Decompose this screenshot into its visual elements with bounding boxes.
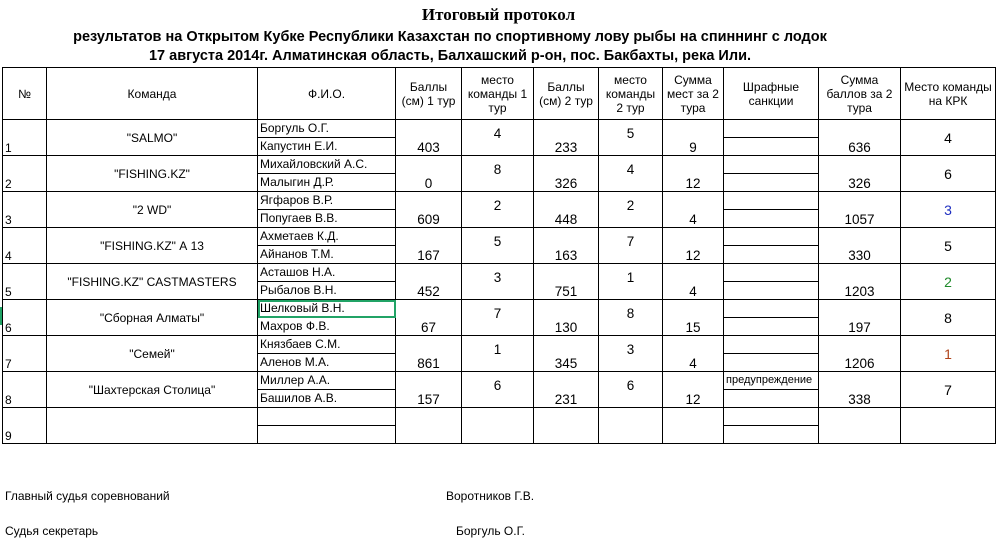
cell-place-1[interactable]: 7 xyxy=(462,300,534,336)
cell-member-1[interactable]: Миллер А.А. xyxy=(258,372,396,390)
cell-member-1[interactable] xyxy=(258,408,396,426)
cell-sum-places[interactable]: 15 xyxy=(663,300,724,336)
cell-place-2[interactable]: 5 xyxy=(599,120,663,156)
cell-penalty-1[interactable] xyxy=(724,156,819,174)
header-sum-places: Сумма мест за 2 тура xyxy=(663,68,724,120)
cell-num[interactable]: 4 xyxy=(3,228,47,264)
cell-score-2[interactable]: 448 xyxy=(534,192,599,228)
cell-penalty-1[interactable] xyxy=(724,300,819,318)
cell-num[interactable]: 5 xyxy=(3,264,47,300)
cell-place-1[interactable]: 1 xyxy=(462,336,534,372)
subtitle-line-2: 17 августа 2014г. Алматинская область, Балхашский р-он, пос. Бакбахты, река Или. xyxy=(148,48,752,64)
cell-num[interactable]: 3 xyxy=(3,192,47,228)
cell-score-1[interactable]: 861 xyxy=(396,336,462,372)
cell-score-2[interactable]: 231 xyxy=(534,372,599,408)
cell-member-2[interactable]: Айнанов Т.М. xyxy=(258,246,396,264)
cell-place-2[interactable]: 2 xyxy=(599,192,663,228)
cell-sum-places[interactable]: 4 xyxy=(663,336,724,372)
cell-score-1[interactable]: 452 xyxy=(396,264,462,300)
cell-penalty-1[interactable]: предупреждение xyxy=(724,372,819,390)
chief-judge-label: Главный судья соревнований xyxy=(5,489,170,503)
cell-sum-scores[interactable]: 1203 xyxy=(819,264,901,300)
secretary-name: Боргуль О.Г. xyxy=(456,524,525,538)
cell-num[interactable]: 7 xyxy=(3,336,47,372)
cell-num[interactable]: 6 xyxy=(3,300,47,336)
cell-final-place[interactable]: 8 xyxy=(901,300,996,336)
cell-score-2[interactable] xyxy=(534,408,599,444)
table-row xyxy=(3,264,996,282)
header-place-2: место команды 2 тур xyxy=(599,68,663,120)
cell-penalty-1[interactable] xyxy=(724,336,819,354)
cell-team[interactable]: "Сборная Алматы" xyxy=(47,300,258,336)
cell-score-2[interactable]: 233 xyxy=(534,120,599,156)
table-row xyxy=(3,300,996,318)
subtitle-line-1: результатов на Открытом Кубке Республики Казахстан по спортивному лову рыбы на спиннинг с лодок xyxy=(73,29,827,45)
cell-team[interactable]: "FISHING.KZ" xyxy=(47,156,258,192)
cell-member-2[interactable]: Попугаев В.В. xyxy=(258,210,396,228)
cell-sum-places[interactable]: 4 xyxy=(663,264,724,300)
cell-final-place[interactable]: 4 xyxy=(901,120,996,156)
cell-member-2[interactable] xyxy=(258,426,396,444)
cell-final-place[interactable]: 5 xyxy=(901,228,996,264)
document-title: Итоговый протокол xyxy=(421,5,576,24)
cell-member-1[interactable]: Ягфаров В.Р. xyxy=(258,192,396,210)
cell-sum-places[interactable]: 12 xyxy=(663,372,724,408)
table-row xyxy=(3,336,996,354)
cell-place-2[interactable]: 6 xyxy=(599,372,663,408)
cell-penalty-1[interactable] xyxy=(724,120,819,138)
cell-place-2[interactable]: 4 xyxy=(599,156,663,192)
cell-sum-scores[interactable]: 1057 xyxy=(819,192,901,228)
cell-num[interactable]: 8 xyxy=(3,372,47,408)
cell-sum-places[interactable]: 9 xyxy=(663,120,724,156)
cell-sum-scores[interactable]: 636 xyxy=(819,120,901,156)
cell-member-1[interactable]: Шелковый В.Н. xyxy=(258,300,396,318)
header-fio: Ф.И.О. xyxy=(258,68,396,120)
cell-member-2[interactable]: Махров Ф.В. xyxy=(258,318,396,336)
cell-final-place[interactable]: 6 xyxy=(901,156,996,192)
cell-score-1[interactable]: 167 xyxy=(396,228,462,264)
cell-sum-scores[interactable] xyxy=(819,408,901,444)
cell-team[interactable]: "2 WD" xyxy=(47,192,258,228)
cell-num[interactable]: 2 xyxy=(3,156,47,192)
cell-team[interactable]: "FISHING.KZ" CASTMASTERS xyxy=(47,264,258,300)
cell-place-1[interactable]: 6 xyxy=(462,372,534,408)
cell-penalty-2[interactable] xyxy=(724,138,819,156)
table-row xyxy=(3,408,996,426)
cell-member-1[interactable]: Асташов Н.А. xyxy=(258,264,396,282)
table-row xyxy=(3,192,996,210)
cell-penalty-2[interactable] xyxy=(724,390,819,408)
cell-sum-places[interactable]: 12 xyxy=(663,228,724,264)
cell-final-place[interactable]: 2 xyxy=(901,264,996,300)
cell-score-2[interactable]: 163 xyxy=(534,228,599,264)
cell-place-1[interactable]: 3 xyxy=(462,264,534,300)
cell-score-1[interactable]: 609 xyxy=(396,192,462,228)
cell-score-2[interactable]: 326 xyxy=(534,156,599,192)
cell-penalty-2[interactable] xyxy=(724,426,819,444)
cell-sum-scores[interactable]: 197 xyxy=(819,300,901,336)
cell-place-1[interactable]: 4 xyxy=(462,120,534,156)
cell-final-place[interactable]: 7 xyxy=(901,372,996,408)
cell-final-place[interactable]: 1 xyxy=(901,336,996,372)
cell-score-1[interactable]: 403 xyxy=(396,120,462,156)
cell-num[interactable]: 1 xyxy=(3,120,47,156)
cell-sum-places[interactable]: 4 xyxy=(663,192,724,228)
cell-penalty-2[interactable] xyxy=(724,354,819,372)
header-sum-scores: Сумма баллов за 2 тура xyxy=(819,68,901,120)
cell-penalty-2[interactable] xyxy=(724,246,819,264)
cell-place-2[interactable] xyxy=(599,408,663,444)
header-row xyxy=(3,68,996,120)
header-team: Команда xyxy=(47,68,258,120)
cell-place-2[interactable]: 3 xyxy=(599,336,663,372)
table-row xyxy=(3,372,996,390)
cell-penalty-2[interactable] xyxy=(724,210,819,228)
cell-team[interactable]: "SALMO" xyxy=(47,120,258,156)
cell-sum-scores[interactable]: 330 xyxy=(819,228,901,264)
cell-score-1[interactable]: 67 xyxy=(396,300,462,336)
table-row xyxy=(3,228,996,246)
cell-place-1[interactable]: 8 xyxy=(462,156,534,192)
cell-member-2[interactable]: Аленов М.А. xyxy=(258,354,396,372)
cell-member-2[interactable]: Башилов А.В. xyxy=(258,390,396,408)
cell-place-1[interactable]: 5 xyxy=(462,228,534,264)
cell-score-1[interactable]: 0 xyxy=(396,156,462,192)
results-table xyxy=(2,67,996,444)
header-final-place: Место команды на КРК xyxy=(901,68,996,120)
cell-penalty-2[interactable] xyxy=(724,174,819,192)
cell-sum-places[interactable]: 12 xyxy=(663,156,724,192)
cell-member-2[interactable]: Рыбалов В.Н. xyxy=(258,282,396,300)
header-num: № xyxy=(3,68,47,120)
cell-final-place[interactable] xyxy=(901,408,996,444)
cell-score-2[interactable]: 130 xyxy=(534,300,599,336)
cell-sum-scores[interactable]: 1206 xyxy=(819,336,901,372)
cell-sum-scores[interactable]: 326 xyxy=(819,156,901,192)
cell-score-1[interactable]: 157 xyxy=(396,372,462,408)
table-row xyxy=(3,120,996,138)
cell-place-1[interactable]: 2 xyxy=(462,192,534,228)
header-penalty: Шрафные санкции xyxy=(724,68,819,120)
cell-member-1[interactable]: Боргуль О.Г. xyxy=(258,120,396,138)
header-score-2: Баллы (см) 2 тур xyxy=(534,68,599,120)
cell-score-2[interactable]: 345 xyxy=(534,336,599,372)
secretary-label: Судья секретарь xyxy=(5,524,99,538)
cell-penalty-1[interactable] xyxy=(724,228,819,246)
cell-member-2[interactable]: Малыгин Д.Р. xyxy=(258,174,396,192)
cell-place-1[interactable] xyxy=(462,408,534,444)
cell-team[interactable]: "Семей" xyxy=(47,336,258,372)
cell-penalty-2[interactable] xyxy=(724,318,819,336)
cell-score-1[interactable] xyxy=(396,408,462,444)
cell-place-2[interactable]: 7 xyxy=(599,228,663,264)
cell-score-2[interactable]: 751 xyxy=(534,264,599,300)
table-row xyxy=(3,156,996,174)
cell-penalty-2[interactable] xyxy=(724,282,819,300)
cell-member-1[interactable]: Михайловский А.С. xyxy=(258,156,396,174)
chief-judge-name: Воротников Г.В. xyxy=(446,489,535,503)
cell-member-1[interactable]: Ахметаев К.Д. xyxy=(258,228,396,246)
header-score-1: Баллы (см) 1 тур xyxy=(396,68,462,120)
cell-member-1[interactable]: Князбаев С.М. xyxy=(258,336,396,354)
cell-place-2[interactable]: 1 xyxy=(599,264,663,300)
cell-team[interactable]: "FISHING.KZ" А 13 xyxy=(47,228,258,264)
cell-member-2[interactable]: Капустин Е.И. xyxy=(258,138,396,156)
cell-team[interactable]: "Шахтерская Столица" xyxy=(47,372,258,408)
cell-penalty-1[interactable] xyxy=(724,192,819,210)
cell-penalty-1[interactable] xyxy=(724,408,819,426)
cell-final-place[interactable]: 3 xyxy=(901,192,996,228)
cell-sum-scores[interactable]: 338 xyxy=(819,372,901,408)
cell-sum-places[interactable] xyxy=(663,408,724,444)
cell-team[interactable] xyxy=(47,408,258,444)
cell-penalty-1[interactable] xyxy=(724,264,819,282)
header-place-1: место команды 1 тур xyxy=(462,68,534,120)
cell-num[interactable]: 9 xyxy=(3,408,47,444)
cell-place-2[interactable]: 8 xyxy=(599,300,663,336)
